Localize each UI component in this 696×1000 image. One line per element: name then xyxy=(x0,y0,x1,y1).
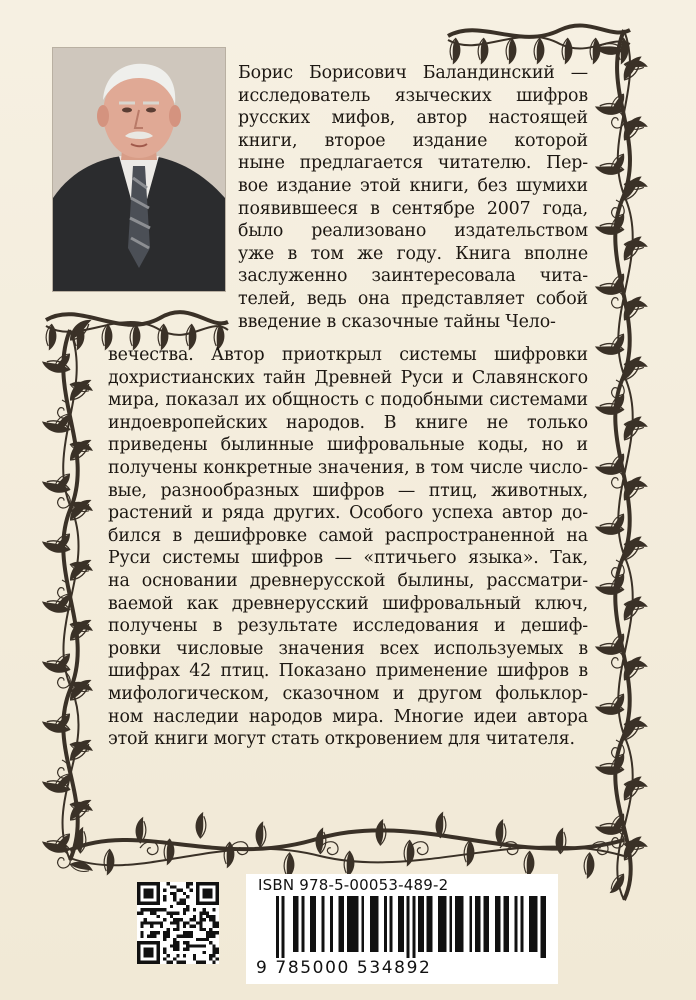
text-line: ваемой как древнерусский шифровальный ключ, xyxy=(108,593,588,614)
text-line: Борис Борисович Баландинский — xyxy=(238,63,588,83)
author-portrait-image xyxy=(53,48,225,291)
text-line: мифологическом, сказочном и другом фольклор- xyxy=(108,683,588,704)
text-line: этой книги могут стать откровением для читателя. xyxy=(108,729,575,750)
author-photo xyxy=(52,47,226,292)
text-line: мира, показал их общность с подобными системами xyxy=(108,390,588,411)
text-line: Руси системы шифров — «птичьего языка». Так, xyxy=(108,548,588,569)
text-line: вое издание этой книги, без шумихи xyxy=(238,175,588,196)
qr-code xyxy=(137,882,219,964)
text-line: книги, второе издание которой xyxy=(238,130,588,151)
text-line: дохристианских тайн Древней Руси и Славянского xyxy=(108,367,588,388)
text-line: русских мифов, автор настоящей xyxy=(238,108,588,129)
text-line: приведены былинные шифровальные коды, но и xyxy=(108,435,588,456)
text-line: уже в том же году. Книга вполне xyxy=(238,243,588,264)
text-line: появившееся в сентябре 2007 года, xyxy=(238,198,588,219)
ean-barcode xyxy=(276,896,546,958)
text-line: вые, разнообразных шифров — птиц, животных, xyxy=(108,480,588,501)
text-line: шифрах 42 птиц. Показано применение шифров в xyxy=(108,661,588,682)
text-line: индоевропейских народов. В книге не только xyxy=(108,412,588,433)
text-line: растений и ряда других. Особого успеха автор до- xyxy=(108,503,588,524)
text-line: вечества. Автор приоткрыл системы шифровки xyxy=(108,345,588,365)
text-line: получены в результате исследования и дешиф- xyxy=(108,616,588,637)
text-line: ровки числовые значения всех используемых в xyxy=(108,638,588,659)
isbn-label: ISBN 978-5-00053-489-2 xyxy=(258,876,449,894)
text-line: введение в сказочные тайны Чело- xyxy=(238,311,556,332)
qr-code-image xyxy=(137,882,219,964)
text-line: ныне предлагается читателю. Пер- xyxy=(238,153,588,174)
text-line: исследователь языческих шифров xyxy=(238,85,588,106)
ean-digits: 9 785000 534892 xyxy=(256,958,432,978)
text-line: бился в дешифровке самой распространенной на xyxy=(108,525,588,546)
barcode-bars xyxy=(276,896,546,958)
text-line: на основании древнерусской былины, рассматри- xyxy=(108,570,588,591)
text-line: было реализовано издательством xyxy=(238,221,588,242)
author-bio-bottom xyxy=(108,344,588,751)
text-line: получены конкретные значения, в том числе число- xyxy=(108,457,588,478)
text-line: телей, ведь она представляет собой xyxy=(238,288,588,309)
author-bio-top xyxy=(238,62,588,333)
text-line: заслуженно заинтересовала чита- xyxy=(238,266,588,287)
text-line: ном наследии народов мира. Многие идеи автора xyxy=(108,706,588,727)
